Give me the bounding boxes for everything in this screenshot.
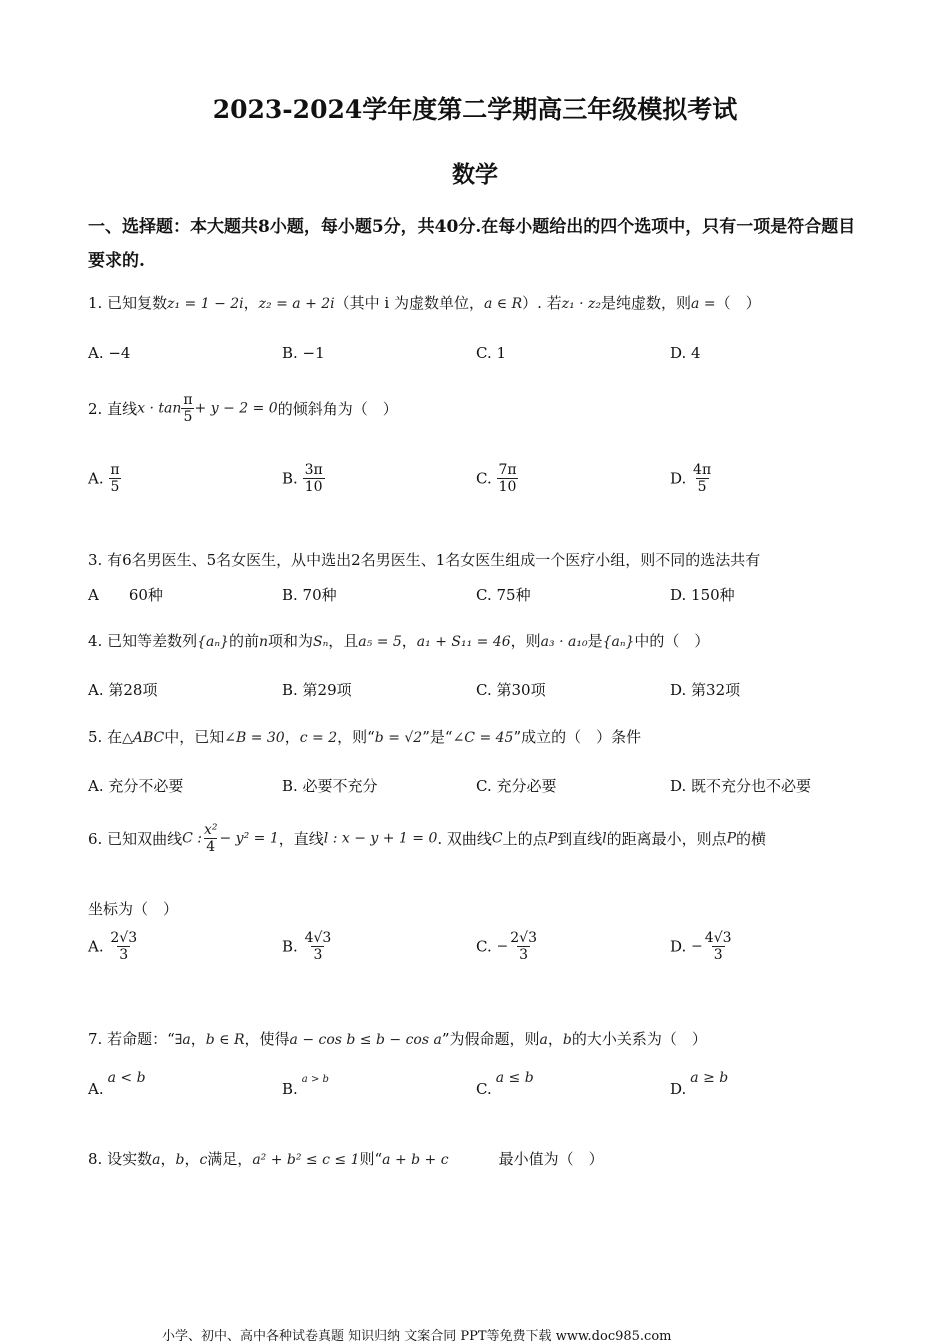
question-7: 7. 若命题：“∃a，b ∈ R，使得a − cos b ≤ b − cos a”为假命题，则a，b的大小关系为（ ） xyxy=(88,1030,707,1048)
q6-option-b: B. $\frac{4√3}{3}$ xyxy=(282,930,332,963)
footer-text: 小学、初中、高中各种试卷真题 知识归纳 文案合同 PPT等免费下载 www.doc985.com xyxy=(162,1329,672,1344)
page-title: 2023-2024学年度第二学期高三年级模拟考试 xyxy=(212,95,738,124)
q2-option-a: A. $\frac{\pi}{5}$ xyxy=(88,462,120,495)
question-3: 3. 有6名男医生、5名女医生，从中选出2名男医生、1名女医生组成一个医疗小组，则不同的选法共有 xyxy=(88,551,761,569)
q7-option-b: B.$^{a > b}$ xyxy=(282,1074,329,1098)
section-heading: 一、选择题：本大题共8小题，每小题5分，共40分.在每小题给出的四个选项中，只有一项是符合题目要求的. xyxy=(88,217,856,271)
q1-option-a: A. −4 xyxy=(88,344,131,362)
q4-option-b: B. 第29项 xyxy=(282,681,352,699)
q5-option-a: A. 充分不必要 xyxy=(88,777,184,795)
q5-option-b: B. 必要不充分 xyxy=(282,777,378,795)
q7-option-c: C.a ≤ b xyxy=(476,1070,534,1098)
question-4: 4. 已知等差数列{aₙ}的前n项和为Sₙ，且a₅ = 5，a₁ + S₁₁ = 46，则a₃ · a₁₀是{aₙ}中的（ ） xyxy=(88,632,710,650)
q5-option-d: D. 既不充分也不必要 xyxy=(670,777,812,795)
q2-option-c: C. $\frac{7\pi}{10}$ xyxy=(476,462,517,495)
q6-option-c: C. − $\frac{2√3}{3}$ xyxy=(476,930,537,963)
question-1: 1. 已知复数z₁ = 1 − 2i，z₂ = a + 2i（其中 i 为虚数单位，a ∈ R）. 若z₁ · z₂是纯虚数，则a =（ ） xyxy=(88,294,761,312)
q3-option-c: C. 75种 xyxy=(476,586,531,604)
q4-option-c: C. 第30项 xyxy=(476,681,546,699)
question-6: 6. 已知双曲线C : $\frac{\text{x²}}{4}$ − y² = 1，直线l : x − y + 1 = 0. 双曲线C上的点P到直线l的距离最小，则点P的横 xyxy=(88,822,767,855)
q3-option-b: B. 70种 xyxy=(282,586,337,604)
q1-option-c: C. 1 xyxy=(476,344,507,362)
q5-option-c: C. 充分必要 xyxy=(476,777,557,795)
q1-option-b: B. −1 xyxy=(282,344,325,362)
q7-option-a: A.a < b xyxy=(88,1070,146,1098)
question-6-continued: 坐标为（ ） xyxy=(88,900,179,918)
q3-option-a: A 60种 xyxy=(88,586,163,604)
q2-fraction: $\frac{\pi}{5}$ xyxy=(183,392,193,425)
q6-option-d: D. − $\frac{4√3}{3}$ xyxy=(670,930,732,963)
q4-option-a: A. 第28项 xyxy=(88,681,158,699)
q1-option-d: D. 4 xyxy=(670,344,701,362)
q4-option-d: D. 第32项 xyxy=(670,681,741,699)
question-5: 5. 在△ABC中，已知∠B = 30，c = 2，则“b = √2”是“∠C = 45”成立的（ ）条件 xyxy=(88,728,642,746)
question-2: 2. 直线x · tan $\frac{\pi}{5}$ + y − 2 = 0的倾斜角为（ ） xyxy=(88,392,398,425)
q6-option-a: A. $\frac{2√3}{3}$ xyxy=(88,930,138,963)
q3-option-d: D. 150种 xyxy=(670,586,735,604)
q2-option-d: D. $\frac{4\pi}{5}$ xyxy=(670,462,712,495)
subject-title: 数学 xyxy=(452,161,498,188)
q2-option-b: B. $\frac{3\pi}{10}$ xyxy=(282,462,323,495)
q7-option-d: D.a ≥ b xyxy=(670,1070,729,1098)
question-8: 8. 设实数a，b，c满足，a² + b² ≤ c ≤ 1则“a + b + c 最小值为（ ） xyxy=(88,1150,604,1168)
